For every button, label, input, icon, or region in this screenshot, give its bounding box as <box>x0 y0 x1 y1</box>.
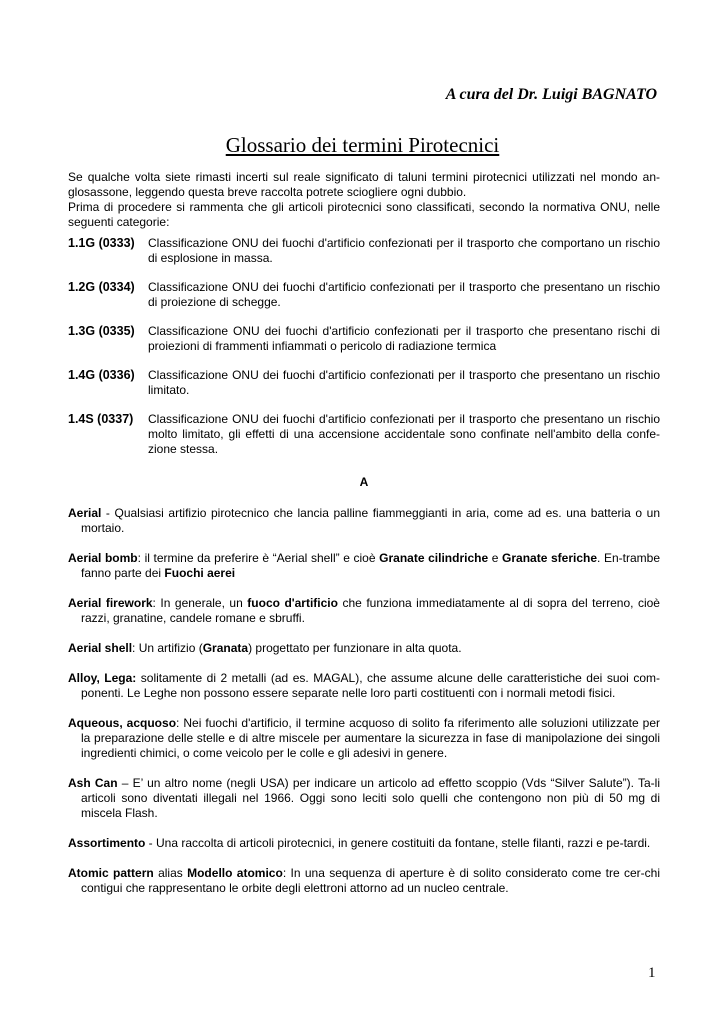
author-line: A cura del Dr. Luigi BAGNATO <box>445 86 657 103</box>
intro-text-2: Prima di procedere si rammenta che gli articoli pirotecnici sono classificati, secondo la normativa ONU, nelle seguenti categorie: <box>68 200 660 229</box>
glossary-entry-assortimento <box>68 836 660 851</box>
entry-term: Aerial bomb <box>68 551 138 565</box>
category-item <box>68 412 660 457</box>
entry-bold-term: Modello atomico <box>187 866 283 880</box>
entry-text: : Nei fuochi d'artificio, il termine acquoso di solito fa riferimento alle soluzioni utilizzate per la preparazione delle stelle e di altre miscele per aumentare la sicurezza in fase di manipolazione dei singoli ingredienti chimici, o come veicolo per le colle e gli adesivi in genere. <box>81 716 661 760</box>
glossary-entry-ash-can <box>68 776 660 821</box>
entry-bold-term: Granate sferiche <box>502 551 598 565</box>
glossary-entry-atomic-pattern <box>68 866 660 896</box>
entry-term: Aerial <box>68 506 102 520</box>
entry-term: Aqueous, acquoso <box>68 716 177 730</box>
category-code: 1.4S (0337) <box>68 412 134 426</box>
entry-term: Assortimento <box>68 836 146 850</box>
entry-text: e <box>488 551 503 565</box>
entry-text: – E’ un altro nome (negli USA) per indicare un articolo ad effetto scoppio (Vds “Silver Salute”). Ta-li articoli sono diventati illegali nel 1966. Oggi sono leciti solo quelli che contengono non più di 50 mg di miscela Flash. <box>81 776 660 820</box>
glossary-entry-aerial <box>68 506 660 536</box>
intro-text-1: Se qualche volta siete rimasti incerti sul reale significato di taluni termini pirotecnici utilizzati nel mondo an-glosassone, leggendo questa breve raccolta potrete sciogliere ogni dubbio. <box>68 170 660 199</box>
section-letter: A <box>359 475 369 489</box>
glossary-entry-aerial-bomb <box>68 551 660 581</box>
category-code: 1.4G (0336) <box>68 368 135 382</box>
category-code: 1.2G (0334) <box>68 280 135 294</box>
glossary-entry-aqueous <box>68 716 660 761</box>
category-description: Classificazione ONU dei fuochi d'artificio confezionati per il trasporto che presentano rischi di proiezioni di frammenti infiammati o pericolo di radiazione termica <box>148 324 660 353</box>
category-code: 1.1G (0333) <box>68 236 135 250</box>
category-item <box>68 236 660 266</box>
document-body <box>68 170 660 911</box>
category-description: Classificazione ONU dei fuochi d'artificio confezionati per il trasporto che presentano un rischio molto limitato, gli effetti di una accensione accidentale sono confinate nell'ambito della confe-zione stessa. <box>148 412 660 456</box>
entry-term: Atomic pattern <box>68 866 154 880</box>
category-description: Classificazione ONU dei fuochi d'artificio confezionati per il trasporto che comportano un rischio di esplosione in massa. <box>148 236 660 265</box>
entry-bold-term: Granate cilindriche <box>379 551 489 565</box>
entry-text: : In una sequenza di aperture è di solito considerato come tre cer-chi contigui che rappresentano le orbite degli elettroni attorno ad un nucleo centrale. <box>81 866 660 895</box>
entry-text: . En-trambe fanno parte dei <box>81 551 661 580</box>
entry-term: Aerial firework <box>68 596 153 610</box>
entry-term: Ash Can <box>68 776 118 790</box>
entry-text: - Qualsiasi artifizio pirotecnico che lancia palline fiammeggianti in aria, come ad es. una batteria o un mortaio. <box>81 506 660 535</box>
category-description: Classificazione ONU dei fuochi d'artificio confezionati per il trasporto che presentano un rischio limitato. <box>148 368 660 397</box>
entry-text: alias <box>153 866 188 880</box>
entry-text: solitamente di 2 metalli (ad es. MAGAL), che assume alcune delle caratteristiche dei suoi com-ponenti. Le Leghe non possono essere separate nelle loro parti costituenti con i normali metodi fisici. <box>81 671 660 700</box>
entry-bold-term: Fuochi aerei <box>164 566 236 580</box>
glossary-entry-aerial-shell <box>68 641 660 656</box>
entry-term: Aerial shell <box>68 641 133 655</box>
entry-bold-term: fuoco d'artificio <box>247 596 338 610</box>
glossary-entry-alloy <box>68 671 660 701</box>
entry-text: - Una raccolta di articoli pirotecnici, in genere costituiti da fontane, stelle filanti, razzi e pe-tardi. <box>145 836 651 850</box>
entry-text: : il termine da preferire è “Aerial shell” e cioè <box>137 551 380 565</box>
category-code: 1.3G (0335) <box>68 324 135 338</box>
category-description: Classificazione ONU dei fuochi d'artificio confezionati per il trasporto che presentano un rischio di proiezione di schegge. <box>148 280 660 309</box>
glossary-entry-aerial-firework <box>68 596 660 626</box>
category-item <box>68 280 660 310</box>
entry-text: : In generale, un <box>152 596 248 610</box>
category-item <box>68 368 660 398</box>
entry-text: che funziona immediatamente al di sopra del terreno, cioè razzi, granatine, candele romane e sbruffi. <box>81 596 660 625</box>
entry-text: ) progettato per funzionare in alta quota. <box>248 641 462 655</box>
category-item <box>68 324 660 354</box>
entry-text: : Un artifizio ( <box>132 641 203 655</box>
entry-term: Alloy, Lega: <box>68 671 137 685</box>
page-title: Glossario dei termini Pirotecnici <box>225 133 500 157</box>
page-number: 1 <box>648 965 656 981</box>
intro-paragraph <box>68 170 660 230</box>
entry-bold-term: Granata <box>202 641 249 655</box>
